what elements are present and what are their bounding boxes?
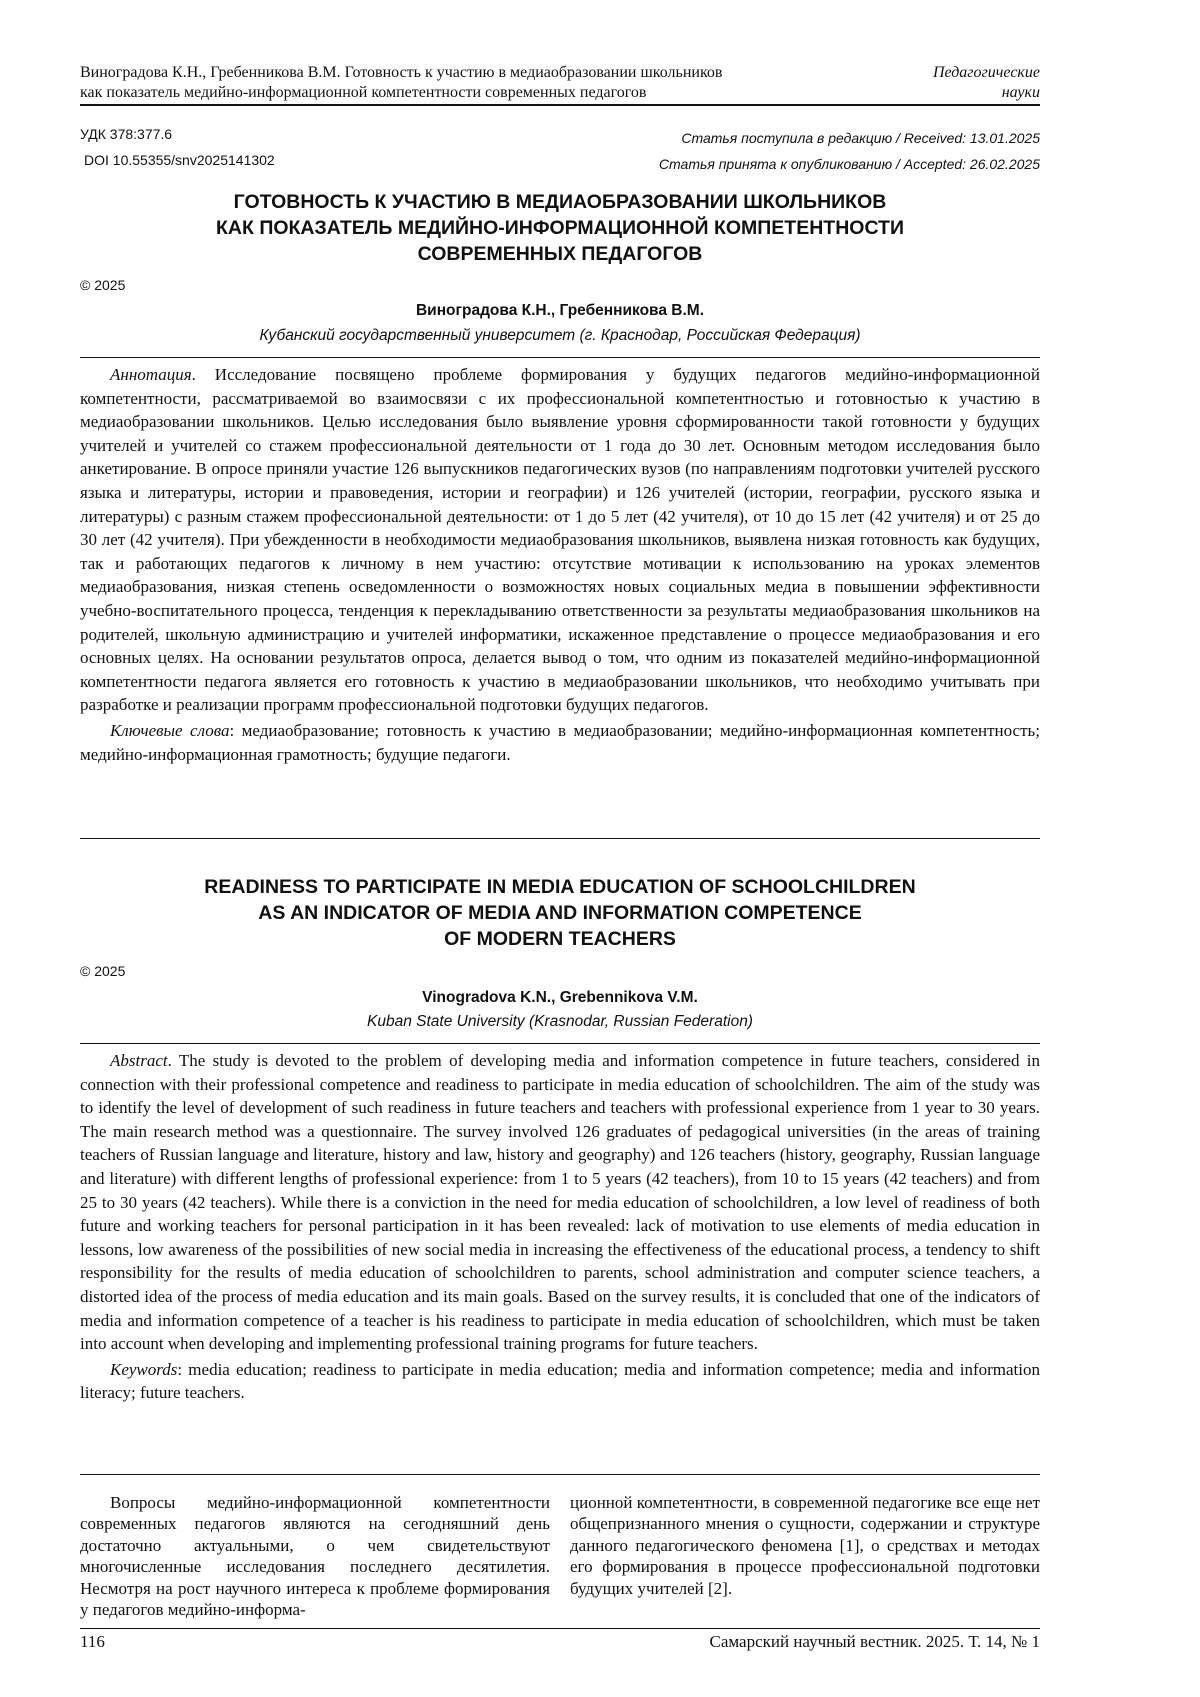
journal-citation: Самарский научный вестник. 2025. Т. 14, № 1 xyxy=(710,1632,1041,1652)
body-right-text: ционной компетентности, в современной педагогике все еще нет общепризнанного мнения о сущности, содержании и структуре данного педагогического феномена [1], о средствах и методах его формирования в процессе профессиональной подготовки будущих учителей [2]. xyxy=(570,1492,1040,1599)
en-abstract-bottom-rule xyxy=(80,1474,1040,1475)
en-affiliation: Kuban State University (Krasnodar, Russian Federation) xyxy=(80,1013,1040,1031)
en-copyright: © 2025 xyxy=(80,963,125,979)
accepted-date: Статья принята к опубликованию / Accepted: 26.02.2025 xyxy=(659,156,1040,172)
page-footer xyxy=(80,1632,1040,1652)
en-authors: Vinogradova K.N., Grebennikova V.M. xyxy=(80,989,1040,1007)
ru-abstract-label: Аннотация xyxy=(110,365,192,384)
footer-divider xyxy=(80,1628,1040,1629)
en-abstract-text: . The study is devoted to the problem of developing media and information competence in future teachers, considered in connection with their professional competence and readiness to participate in media education of schoolchildren. The aim of the study was to identify the level of development of such readiness in future teachers and teachers with professional experience from 1 year to 30 years. The main research method was a questionnaire. The survey involved 126 graduates of pedagogical universities (in the areas of training teachers of Russian language and literature, history and law, history and geography) and 126 teachers (history, geography, Russian language and literature) with different lengths of professional experience: from 1 to 5 years (42 teachers), from 10 to 15 years (42 teachers) and from 25 to 30 years (42 teachers). While there is a conviction in the need for media education of schoolchildren, a low level of readiness of both future and working teachers for personal participation in it has been revealed: lack of motivation to use elements of media education in lessons, low awareness of the possibilities of new social media in increasing the effectiveness of the educational process, a tendency to shift responsibility for the results of media education of schoolchildren to parents, school administration and computer science teachers, a distorted idea of the process of media education and its main goals. Based on the survey results, it is concluded that one of the indicators of media and information competence of a teacher is his readiness to participate in media education of schoolchildren, which must be taken into account when developing and implementing professional training programs for future teachers. xyxy=(80,1051,1040,1353)
ru-title-line-1: ГОТОВНОСТЬ К УЧАСТИЮ В МЕДИАОБРАЗОВАНИИ ШКОЛЬНИКОВ xyxy=(80,189,1040,215)
ru-abstract-text: . Исследование посвящено проблеме формирования у будущих педагогов медийно-информационной компетентности, рассматриваемой во взаимосвязи с их профессиональной компетентностью и готовностью к участию в медиаобразовании школьников. Целью исследования было выявление уровня сформированности такой готовности у будущих учителей и учителей со стажем профессиональной деятельности от 1 года до 30 лет. Основным методом исследования было анкетирование. В опросе приняли участие 126 выпускников педагогических вузов (по направлениям подготовки учителей русского языка и литературы, истории и правоведения, истории и географии) и 126 учителей (истории, географии, русского языка и литературы) с разным стажем профессиональной деятельности: от 1 до 5 лет (42 учителя), от 10 до 15 лет (42 учителя) и от 25 до 30 лет (42 учителя). При убежденности в необходимости медиаобразования школьников, выявлена низкая готовность как будущих, так и работающих педагогов к личному в нем участию: отсутствие мотивации к использованию на уроках элементов медиаобразования, низкая степень осведомленности о возможностях новых социальных медиа в повышении эффективности учебно-воспитательного процесса, тенденция к перекладыванию ответственности за результаты медиаобразования школьников на родителей, школьную администрацию и учителей информатики, искаженное представление о процессе медиаобразования и его основных целях. На основании результатов опроса, делается вывод о том, что одним из показателей медийно-информационной компетентности педагога является его готовность к участию в медиаобразовании школьников, что необходимо учитывать при разработке и реализации программ профессиональной подготовки будущих педагогов. xyxy=(80,365,1040,714)
ru-abstract xyxy=(80,363,1040,717)
en-keywords xyxy=(80,1358,1040,1405)
ru-affiliation: Кубанский государственный университет (г. Краснодар, Российская Федерация) xyxy=(80,327,1040,345)
body-right-column xyxy=(570,1492,1040,1599)
en-title-line-3: OF MODERN TEACHERS xyxy=(80,926,1040,952)
ru-copyright: © 2025 xyxy=(80,277,125,293)
en-abstract-top-rule xyxy=(80,1043,1040,1044)
running-title-line-1: Виноградова К.Н., Гребенникова В.М. Готовность к участию в медиаобразовании школьников xyxy=(80,63,722,83)
ru-title-line-3: СОВРЕМЕННЫХ ПЕДАГОГОВ xyxy=(80,241,1040,267)
en-keywords-label: Keywords xyxy=(110,1360,177,1379)
ru-abstract-bottom-rule xyxy=(80,838,1040,839)
section-name-line-1: Педагогические xyxy=(933,63,1040,83)
en-abstract-label: Abstract xyxy=(110,1051,168,1070)
running-header xyxy=(80,63,1040,103)
en-abstract xyxy=(80,1049,1040,1356)
page-number: 116 xyxy=(80,1632,105,1652)
received-date: Статья поступила в редакцию / Received: 13.01.2025 xyxy=(681,130,1040,146)
doi: DOI 10.55355/snv2025141302 xyxy=(84,152,275,168)
ru-keywords xyxy=(80,719,1040,766)
en-abstract-block xyxy=(80,1049,1040,1405)
ru-abstract-block xyxy=(80,363,1040,766)
section-name xyxy=(933,63,1040,103)
udc-code: УДК 378:377.6 xyxy=(80,126,172,142)
section-name-line-2: науки xyxy=(933,83,1040,103)
ru-authors: Виноградова К.Н., Гребенникова В.М. xyxy=(80,302,1040,320)
running-title xyxy=(80,63,722,103)
body-left-column xyxy=(80,1492,550,1620)
en-title-line-1: READINESS TO PARTICIPATE IN MEDIA EDUCATION OF SCHOOLCHILDREN xyxy=(80,874,1040,900)
en-keywords-text: : media education; readiness to participate in media education; media and information competence; media and information literacy; future teachers. xyxy=(80,1360,1040,1403)
ru-keywords-label: Ключевые слова xyxy=(110,721,229,740)
ru-title xyxy=(80,189,1040,267)
ru-keywords-text: : медиаобразование; готовность к участию в медиаобразовании; медийно-информационная компетентность; медийно-информационная грамотность; будущие педагоги. xyxy=(80,721,1040,764)
ru-title-line-2: КАК ПОКАЗАТЕЛЬ МЕДИЙНО-ИНФОРМАЦИОННОЙ КОМПЕТЕНТНОСТИ xyxy=(80,215,1040,241)
body-left-text: Вопросы медийно-информационной компетентности современных педагогов являются на сегодняшний день достаточно актуальными, о чем свидетельствуют многочисленные исследования последнего десятилетия. Несмотря на рост научного интереса к проблеме формирования у педагогов медийно-информа- xyxy=(80,1492,550,1620)
en-title-line-2: AS AN INDICATOR OF MEDIA AND INFORMATION COMPETENCE xyxy=(80,900,1040,926)
header-divider xyxy=(80,104,1040,106)
en-title xyxy=(80,874,1040,952)
running-title-line-2: как показатель медийно-информационной компетентности современных педагогов xyxy=(80,83,722,103)
ru-abstract-top-rule xyxy=(80,357,1040,358)
